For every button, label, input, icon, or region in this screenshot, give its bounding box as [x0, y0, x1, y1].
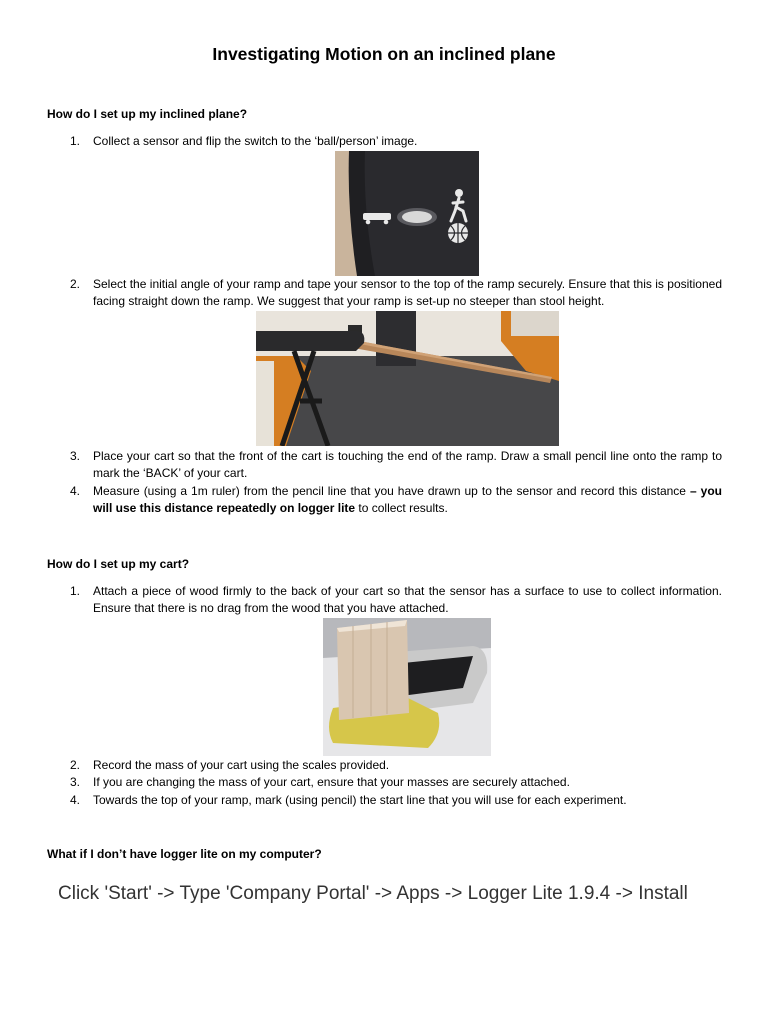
item-text: Attach a piece of wood firmly to the back of your cart so that the sensor has a surface to use to collect information. Ensure that there is no drag from the wood that you have attached. — [93, 584, 722, 615]
list-item — [70, 583, 722, 617]
item-number: 2. — [70, 758, 81, 772]
item-text: Collect a sensor and flip the switch to the ‘ball/person’ image. — [93, 134, 418, 148]
item-number: 2. — [70, 277, 81, 291]
item-text-part: to collect results. — [355, 501, 448, 515]
ramp-photo — [256, 311, 559, 446]
item-number: 4. — [70, 484, 81, 498]
sensor-photo — [335, 151, 479, 276]
cart-with-wood-icon — [323, 618, 491, 756]
item-text — [93, 483, 722, 517]
motion-sensor-switch-icon — [335, 151, 479, 276]
list-item — [70, 757, 722, 774]
list-item — [70, 133, 722, 150]
ramp-on-stool-icon — [256, 311, 559, 446]
install-instruction: Click 'Start' -> Type 'Company Portal' -> Apps -> Logger Lite 1.9.4 -> Install — [58, 883, 688, 904]
section-heading-cart: How do I set up my cart? — [47, 557, 190, 571]
section-heading-logger: What if I don’t have logger lite on my computer? — [47, 847, 322, 861]
list-item — [70, 774, 722, 791]
item-text: Towards the top of your ramp, mark (using pencil) the start line that you will use for each experiment. — [93, 793, 627, 807]
document-title: Investigating Motion on an inclined plane — [212, 44, 556, 64]
item-number: 3. — [70, 775, 81, 789]
item-number: 1. — [70, 134, 81, 148]
list-item — [70, 792, 722, 809]
item-number: 4. — [70, 793, 81, 807]
list-item — [70, 276, 722, 310]
list-item — [70, 483, 722, 517]
item-text-part: Measure (using a 1m ruler) from the pencil line that you have drawn up to the sensor and record this distance — [93, 484, 686, 498]
item-text: Place your cart so that the front of the cart is touching the end of the ramp. Draw a small pencil line onto the ramp to mark the ‘BACK’ of your cart. — [93, 449, 722, 480]
item-text: If you are changing the mass of your cart, ensure that your masses are securely attached. — [93, 775, 570, 789]
cart-photo — [323, 618, 491, 756]
item-number: 3. — [70, 449, 81, 463]
item-text: Select the initial angle of your ramp and tape your sensor to the top of the ramp securely. Ensure that this is positioned facing straight down the ramp. We suggest that your ramp is set-up no steeper than stool height. — [93, 277, 722, 308]
item-number: 1. — [70, 584, 81, 598]
list-item — [70, 448, 722, 482]
section-heading-incline: How do I set up my inclined plane? — [47, 107, 248, 121]
item-text: Record the mass of your cart using the scales provided. — [93, 758, 390, 772]
item-text-bold: – you will use this distance repeatedly on logger lite — [93, 484, 723, 515]
